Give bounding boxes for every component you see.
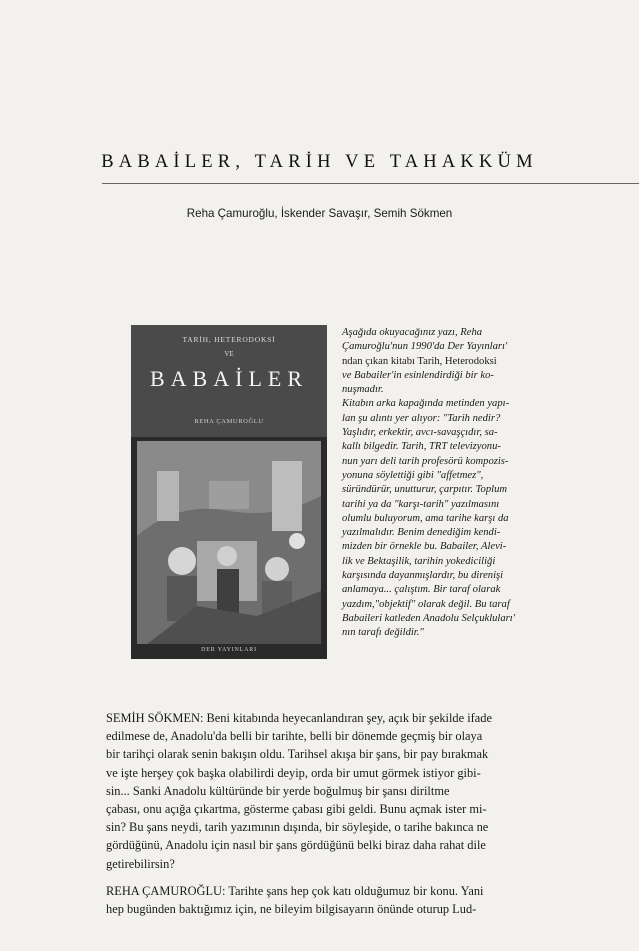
book-cover-image [131,325,327,659]
article-authors: Reha Çamuroğlu, İskender Savaşır, Semih Sökmen [186,207,453,220]
intro-line: yonuna söylettiği gibi "affetmez", [342,469,484,481]
body-line: bir tarihçi olarak senin bakışın oldu. Tarihsel akışa bir şans, bir pay bırakmak [106,747,489,762]
intro-line: lan şu alıntı yer alıyor: "Tarih nedir? [342,412,501,424]
body-line: ve işte herşey çok başka olabilirdi deyip, orda bir umut görmek istiyor gibi- [106,765,481,780]
book-cover-series: TARİH, HETERODOKSİ [182,335,276,344]
intro-line: mizden bir örnekle bu. Babailer, Alevi- [342,541,507,553]
body-line: gördüğünü, Anadolu için nasıl bir şans gördüğünü belki biraz daha rahat dile [106,838,486,853]
body-line: edilmese de, Anadolu'da belli bir tarihte, belli bir dönemde geçmiş bir olaya [106,729,483,744]
intro-line: nun yarı deli tarih profesörü kompozis- [342,455,509,467]
intro-line: lik ve Bektaşilik, tarihin yokediciliği [342,555,496,567]
book-cover-author: REHA ÇAMUROĞLU [194,418,264,425]
intro-line: nın tarafı değildir." [342,627,424,639]
body-line: SEMİH SÖKMEN: Beni kitabında heyecanlandıran şey, açık bir şekilde ifade [106,711,492,725]
intro-note [342,326,632,641]
intro-line: tarihi ya da "karşı-tarih" yazılmasını [342,498,500,510]
intro-line: Babaileri katleden Anadolu Selçukluları' [342,612,516,624]
intro-line: olumlu buluyorum, ama tarihe karşı da [342,512,509,524]
body-line: REHA ÇAMUROĞLU: Tarihte şans hep çok katı olduğumuz bir konu. Yani [106,883,484,898]
intro-line: nuşmadır. [342,384,384,396]
book-cover-publisher: DER YAYINLARI [201,647,257,653]
intro-line: Aşağıda okuyacağınız yazı, Reha [342,327,483,338]
intro-line: anlamaya... çalıştım. Bir taraf olarak [342,584,501,596]
article-title: BABAİLER, TARİH VE TAHAKKÜM [101,152,538,172]
body-line: hep bugünden baktığımız için, ne bileyim bilgisayarın önünde oturup Lud- [106,902,477,917]
intro-line: yazdım,"objektif" olarak değil. Bu taraf [342,598,510,610]
book-cover-miniature-illustration [137,441,321,644]
body-line: çabası, onu açığa çıkartma, gösterme çabası gibi geldi. Bunu açmak ister mi- [106,802,487,817]
intro-line: kallı bilgedir. Tarih, TRT televizyonu- [342,441,501,453]
intro-line: karşısında dayanmışlardır, bu direnişi [342,570,504,582]
paragraph-semih-sokmen [106,709,626,873]
paragraph-reha-camuroglu [106,882,626,918]
body-line: getirebilirsin? [106,856,175,871]
intro-line: yazılmalıdır. Benim denediğim kendi- [342,527,501,539]
intro-line: süründürür, unutturur, çarpıtır. Toplum [342,484,508,496]
book-cover-title: BABAİLER [150,366,308,391]
intro-line: ve Babailer'in esinlendirdiği bir ko- [342,369,494,381]
title-rule [102,183,639,184]
body-line: sin? Bu şans neydi, tarih yazımının dışında, bir söyleşide, o tarihe bakınca ne [106,820,489,835]
intro-line: Yaşlıdır, erkektir, avcı-savaşçıdır, sa- [342,427,498,439]
intro-line: ndan çıkan kitabı Tarih, Heterodoksi [342,355,497,367]
body-line: sin... Sanki Anadolu kültüründe bir yerde boğulmuş bir şansı diriltme [106,783,450,798]
book-cover-ve: VE [224,350,234,358]
body-text [106,709,626,918]
intro-line: Kitabın arka kapağında metinden yapı- [342,398,510,410]
intro-line: Çamuroğlu'nun 1990'da Der Yayınları' [342,341,508,353]
